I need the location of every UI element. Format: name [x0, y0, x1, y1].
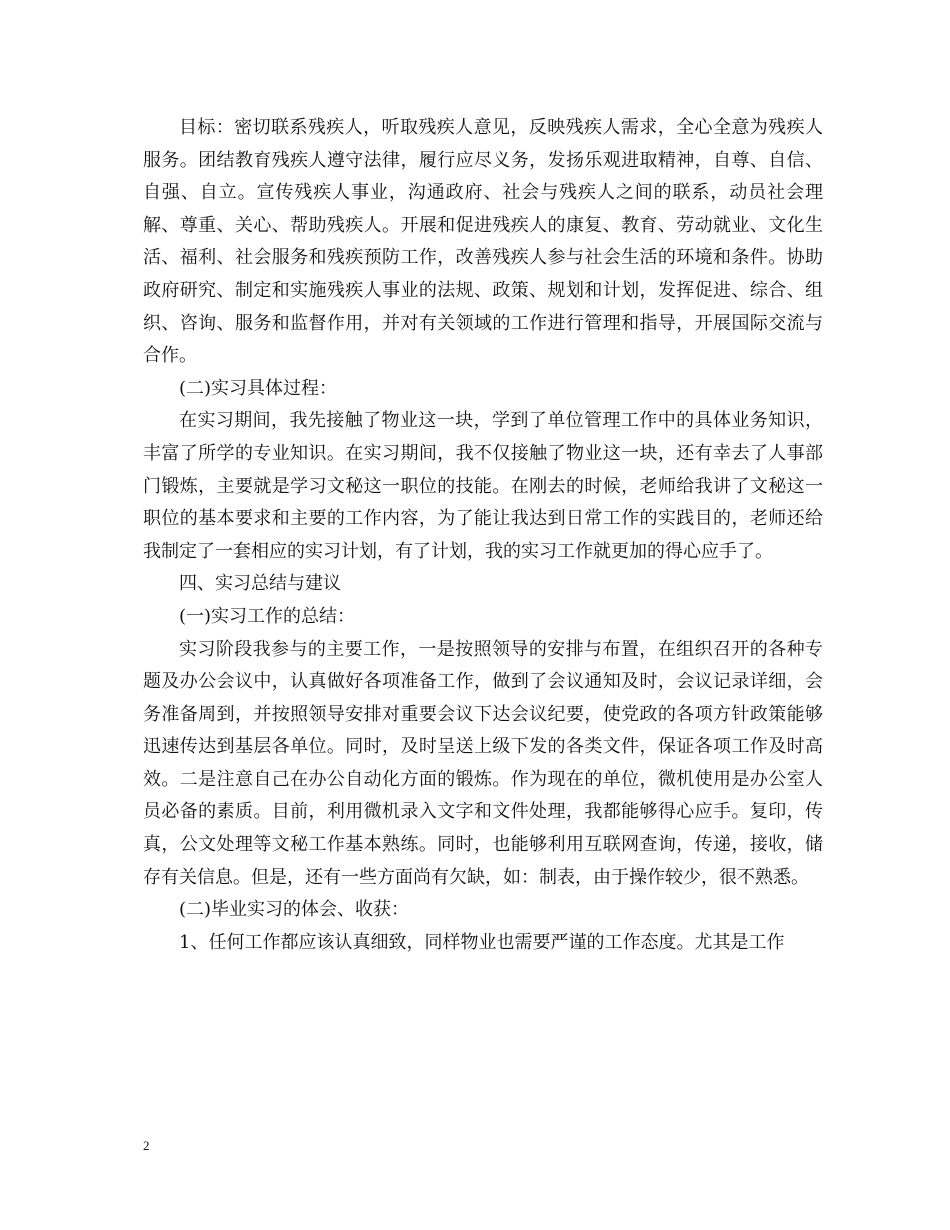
paragraph-goal: 目标：密切联系残疾人，听取残疾人意见，反映残疾人需求，全心全意为残疾人服务。团结教育残疾人遵守法律，履行应尽义务，发扬乐观进取精神，自尊、自信、自强、自立。宣传残疾人事业，沟通政府、社会与残疾人之间的联系，动员社会理解、尊重、关心、帮助残疾人。开展和促进残疾人的康复、教育、劳动就业、文化生活、福利、社会服务和残疾预防工作，改善残疾人参与社会生活的环境和条件。协助政府研究、制定和实施残疾人事业的法规、政策、规划和计划，发挥促进、综合、组织、咨询、服务和监督作用，并对有关领域的工作进行管理和指导，开展国际交流与合作。	[143, 117, 823, 367]
document-body	[143, 112, 823, 959]
heading-work-summary: (一)实习工作的总结：	[179, 605, 356, 627]
paragraph-experience-1: 1、任何工作都应该认真细致，同样物业也需要严谨的工作态度。尤其是工作	[179, 931, 785, 953]
heading-internship-process: (二)实习具体过程：	[179, 377, 338, 399]
paragraph-internship-process: 在实习期间，我先接触了物业这一块，学到了单位管理工作中的具体业务知识，丰富了所学的专业知识。在实习期间，我不仅接触了物业这一块，还有幸去了人事部门锻炼，主要就是学习文秘这一职位的技能。在刚去的时候，老师给我讲了文秘这一职位的基本要求和主要的工作内容，为了能让我达到日常工作的实践目的，老师还给我制定了一套相应的实习计划，有了计划，我的实习工作就更加的得心应手了。	[143, 410, 823, 562]
page-number: 2	[143, 1138, 150, 1153]
heading-experience-gains: (二)毕业实习的体会、收获：	[179, 899, 410, 921]
heading-summary-and-suggestions: 四、实习总结与建议	[179, 573, 341, 595]
paragraph-work-summary: 实习阶段我参与的主要工作，一是按照领导的安排与布置，在组织召开的各种专题及办公会议中，认真做好各项准备工作，做到了会议通知及时，会议记录详细，会务准备周到，并按照领导安排对重要会议下达会议纪要，使党政的各项方针政策能够迅速传达到基层各单位。同时，及时呈送上级下发的各类文件，保证各项工作及时高效。二是注意自己在办公自动化方面的锻炼。作为现在的单位，微机使用是办公室人员必备的素质。目前，利用微机录入文字和文件处理，我都能够得心应手。复印，传真，公文处理等文秘工作基本熟练。同时，也能够利用互联网查询，传递，接收，储存有关信息。但是，还有一些方面尚有欠缺，如：制表，由于操作较少，很不熟悉。	[143, 638, 823, 888]
